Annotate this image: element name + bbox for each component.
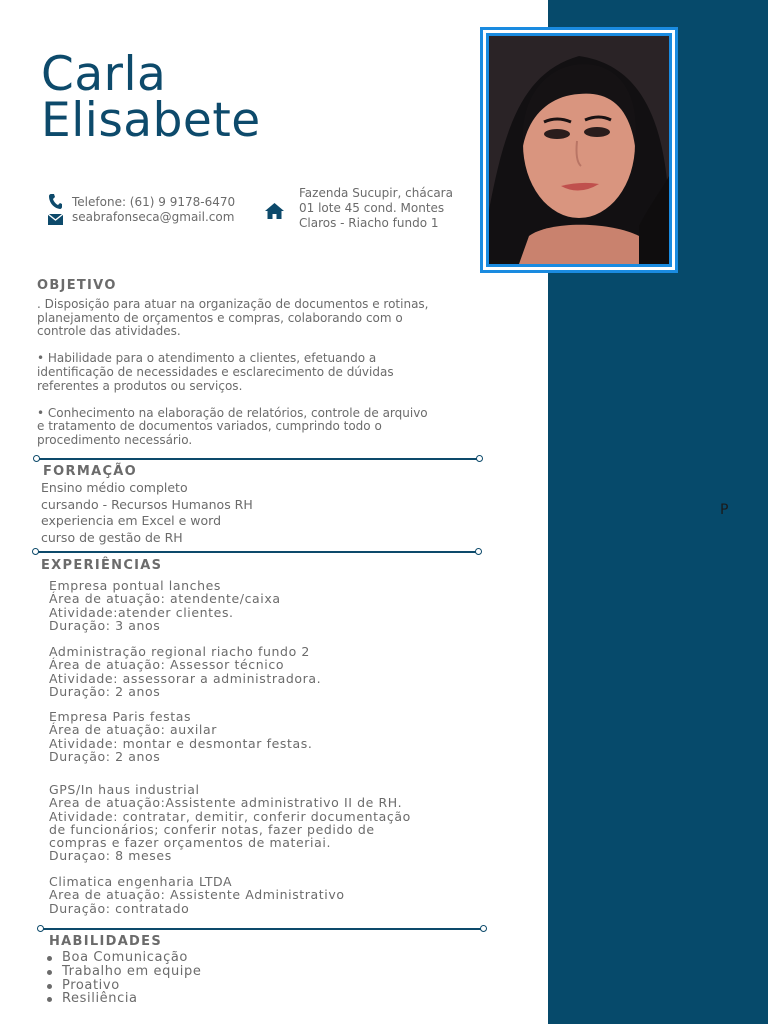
job-activity: Atividade: montar e desmontar festas.	[49, 735, 313, 751]
first-name: Carla	[41, 47, 167, 102]
company-name: GPS/In haus industrial	[49, 782, 200, 797]
divider-endpoint	[480, 925, 487, 932]
phone-text: Telefone: (61) 9 9178-6470	[72, 195, 236, 209]
company-name: Empresa pontual lanches	[49, 578, 221, 593]
objetivo-paragraph: . Disposição para atuar na organização de documentos e rotinas, planejamento de orçamentos e compras, colaborando com o controle das atividades.	[37, 297, 429, 339]
objetivo-paragraph: • Conhecimento na elaboração de relatórios, controle de arquivo e tratamento de documentos variados, cumprindo todo o procedimento necessário.	[37, 405, 428, 447]
job-activity: Atividade: contratar, demitir, conferir documentação	[49, 808, 411, 824]
address-line: Fazenda Sucupir, chácara	[299, 186, 453, 200]
job-area: Área de atuação: auxilar	[49, 722, 217, 738]
experience-entry	[49, 783, 469, 863]
divider-endpoint	[37, 925, 44, 932]
profile-photo	[486, 33, 672, 267]
section-divider	[38, 458, 480, 460]
job-activity: de funcionários; conferir notas, fazer pedido de	[49, 821, 375, 837]
mail-icon	[48, 214, 63, 225]
address-text	[299, 186, 453, 231]
company-name: Administração regional riacho fundo 2	[49, 644, 310, 659]
formacao-item: Ensino médio completo	[41, 480, 188, 495]
profile-photo-frame	[480, 27, 678, 273]
skill-item: Boa Comunicação	[44, 951, 201, 965]
address-line: Claros - Riacho fundo 1	[299, 216, 439, 230]
formacao-heading: FORMAÇÃO	[43, 464, 137, 479]
objetivo-paragraph: • Habilidade para o atendimento a clientes, efetuando a identificação de necessidades e esclarecimento de dúvidas referentes a produtos ou serviços.	[37, 351, 394, 393]
job-activity: compras e fazer orçamentos de materiai.	[49, 835, 332, 851]
candidate-name	[41, 47, 261, 148]
divider-endpoint	[33, 455, 40, 462]
job-area: Area de atuação:Assistente administrativo II de RH.	[49, 795, 403, 811]
company-name: Empresa Paris festas	[49, 709, 192, 724]
last-name: Elisabete	[41, 93, 261, 148]
divider-endpoint	[32, 548, 39, 555]
skills-list	[44, 951, 201, 1006]
formacao-item: cursando - Recursos Humanos RH	[41, 496, 253, 512]
objetivo-body	[37, 298, 437, 461]
skill-item: Trabalho em equipe	[44, 965, 201, 979]
job-duration: Duração: 3 anos	[49, 617, 161, 633]
company-name: Climatica engenharia LTDA	[49, 874, 233, 889]
job-duration: Duraçao: 8 meses	[49, 848, 172, 864]
job-activity: Atividade:atender clientes.	[49, 604, 234, 620]
formacao-item: experiencia em Excel e word	[41, 513, 222, 528]
experience-entry	[49, 645, 469, 698]
sidebar-letter: P	[720, 502, 729, 518]
divider-endpoint	[475, 548, 482, 555]
job-area: Área de atuação: Assessor técnico	[49, 657, 285, 673]
divider-endpoint	[476, 455, 483, 462]
experiencias-heading: EXPERIÊNCIAS	[41, 558, 163, 573]
job-duration: Duração: 2 anos	[49, 683, 161, 699]
skill-item: Resiliência	[44, 992, 201, 1006]
experience-entry	[49, 579, 469, 632]
section-divider	[38, 551, 479, 553]
formacao-list	[41, 480, 253, 546]
address-line: 01 lote 45 cond. Montes	[299, 201, 445, 215]
skill-item: Proativo	[44, 979, 201, 993]
home-icon	[265, 203, 284, 219]
habilidades-heading: HABILIDADES	[49, 934, 162, 949]
objetivo-heading: OBJETIVO	[37, 278, 117, 293]
section-divider	[42, 928, 484, 930]
job-area: Área de atuação: atendente/caixa	[49, 591, 281, 607]
experience-entry	[49, 875, 469, 915]
email-text: seabrafonseca@gmail.com	[72, 210, 235, 224]
job-duration: Duração: contratado	[49, 900, 190, 916]
experience-entry	[49, 710, 469, 763]
job-activity: Atividade: assessorar a administradora.	[49, 670, 322, 686]
phone-icon	[48, 193, 62, 209]
formacao-item: curso de gestão de RH	[41, 529, 183, 545]
job-duration: Duração: 2 anos	[49, 748, 161, 764]
job-area: Area de atuação: Assistente Administrativo	[49, 887, 345, 903]
